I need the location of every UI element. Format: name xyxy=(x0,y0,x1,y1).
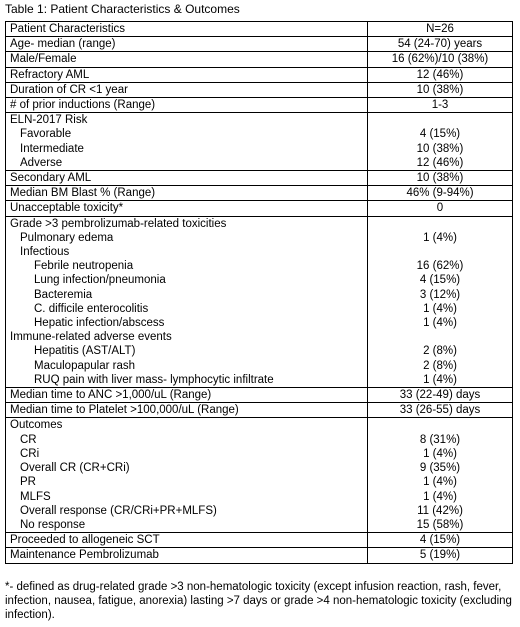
row-group-values xyxy=(368,418,513,533)
row-value: 12 (46%) xyxy=(416,68,464,81)
row-value: 1 (4%) xyxy=(423,476,457,489)
row-group-values xyxy=(368,37,513,52)
table-row-group xyxy=(6,418,513,533)
row-label: Unacceptable toxicity* xyxy=(10,202,124,215)
row-label: Adverse xyxy=(20,156,63,169)
row-label: Duration of CR <1 year xyxy=(10,83,128,96)
row-label: Median time to Platelet >100,000/uL (Range) xyxy=(10,404,239,417)
table-row-group xyxy=(6,82,513,97)
table-row-group xyxy=(6,113,513,171)
row-value: 46% (9-94%) xyxy=(406,187,474,200)
row-label: Hepatic infection/abscess xyxy=(34,317,165,330)
table-row-group xyxy=(6,548,513,563)
header-value: N=26 xyxy=(368,22,513,37)
row-value: 1 (4%) xyxy=(423,490,457,503)
row-label: Age- median (range) xyxy=(10,38,116,51)
row-label: CRi xyxy=(20,447,40,460)
row-label: Pulmonary edema xyxy=(20,231,114,244)
row-label: Overall CR (CR+CRi) xyxy=(20,462,130,475)
row-label: Outcomes xyxy=(10,419,63,432)
row-label: C. difficile enterocolitis xyxy=(34,302,149,315)
row-label: RUQ pain with liver mass- lymphocytic infiltrate xyxy=(34,373,274,386)
table-row-group xyxy=(6,37,513,52)
row-label: Proceeded to allogeneic SCT xyxy=(10,534,160,547)
table-row-group xyxy=(6,171,513,186)
table-row-group xyxy=(6,67,513,82)
row-value: 0 xyxy=(436,202,444,215)
row-group-labels xyxy=(6,113,368,171)
table-row-group xyxy=(6,201,513,216)
row-group-values xyxy=(368,388,513,403)
table-row-group xyxy=(6,403,513,418)
row-label: Median BM Blast % (Range) xyxy=(10,187,156,200)
row-label: Hepatitis (AST/ALT) xyxy=(34,345,136,358)
row-label: Male/Female xyxy=(10,53,77,66)
row-value: 12 (46%) xyxy=(416,156,464,169)
row-value xyxy=(372,113,508,127)
table-row-group xyxy=(6,186,513,201)
row-value: 15 (58%) xyxy=(416,518,464,531)
row-group-labels xyxy=(6,403,368,418)
row-group-values xyxy=(368,52,513,67)
row-value: 1 (4%) xyxy=(423,231,457,244)
row-value: 10 (38%) xyxy=(416,83,464,96)
row-label: Intermediate xyxy=(20,142,84,155)
row-label: Refractory AML xyxy=(10,68,90,81)
row-group-values xyxy=(368,98,513,113)
table-row-group xyxy=(6,533,513,548)
row-group-labels xyxy=(6,67,368,82)
row-label: PR xyxy=(20,476,36,489)
row-label: Febrile neutropenia xyxy=(34,260,134,273)
row-group-labels xyxy=(6,37,368,52)
row-value xyxy=(372,217,508,231)
row-value: 4 (15%) xyxy=(419,128,461,141)
row-label: Bacteremia xyxy=(34,288,93,301)
row-group-values xyxy=(368,171,513,186)
row-value: 1 (4%) xyxy=(423,302,457,315)
row-value: 1-3 xyxy=(431,99,449,112)
row-group-labels xyxy=(6,418,368,533)
row-group-labels xyxy=(6,186,368,201)
row-value: 16 (62%) xyxy=(416,260,464,273)
header-label: Patient Characteristics xyxy=(6,22,368,37)
row-label: Infectious xyxy=(20,246,70,259)
row-value xyxy=(372,418,508,432)
row-label: Favorable xyxy=(20,128,72,141)
table-row-group xyxy=(6,98,513,113)
patient-characteristics-table xyxy=(5,21,513,564)
row-group-labels xyxy=(6,98,368,113)
row-group-labels xyxy=(6,388,368,403)
row-label: CR xyxy=(20,433,37,446)
row-group-values xyxy=(368,186,513,201)
row-value: 4 (15%) xyxy=(419,274,461,287)
row-value: 3 (12%) xyxy=(419,288,461,301)
row-group-values xyxy=(368,201,513,216)
row-label: Overall response (CR/CRi+PR+MLFS) xyxy=(20,504,217,517)
row-value xyxy=(372,330,508,344)
row-value xyxy=(372,245,508,259)
row-group-labels xyxy=(6,171,368,186)
row-label: Grade >3 pembrolizumab-related toxicities xyxy=(10,217,227,230)
row-label: Lung infection/pneumonia xyxy=(34,274,166,287)
table-caption: Table 1: Patient Characteristics & Outcomes xyxy=(5,2,240,16)
table-row-group xyxy=(6,52,513,67)
table-footnote: *- defined as drug-related grade >3 non-hematologic toxicity (except infusion reaction, rash, fever, infection, nausea, fatigue, anorexia) lasting >7 days or grade >4 non-hematologic toxicity (excluding infection). xyxy=(5,581,512,621)
row-label: Secondary AML xyxy=(10,172,92,185)
row-value: 16 (62%)/10 (38%) xyxy=(391,53,489,66)
row-group-values xyxy=(368,533,513,548)
row-label: Median time to ANC >1,000/uL (Range) xyxy=(10,389,212,402)
row-value: 10 (38%) xyxy=(416,142,464,155)
row-value: 33 (22-49) days xyxy=(399,389,481,402)
row-value: 10 (38%) xyxy=(416,172,464,185)
row-group-labels xyxy=(6,548,368,563)
row-value: 8 (31%) xyxy=(419,433,461,446)
row-value: 2 (8%) xyxy=(423,345,457,358)
row-value: 9 (35%) xyxy=(419,462,461,475)
row-group-values xyxy=(368,548,513,563)
row-group-labels xyxy=(6,216,368,387)
row-group-labels xyxy=(6,82,368,97)
row-label: No response xyxy=(20,518,86,531)
row-label: Maculopapular rash xyxy=(34,359,136,372)
table-row-group xyxy=(6,216,513,387)
row-group-labels xyxy=(6,201,368,216)
row-group-labels xyxy=(6,533,368,548)
table-body xyxy=(6,22,513,564)
row-group-values xyxy=(368,113,513,171)
row-value: 1 (4%) xyxy=(423,317,457,330)
row-group-values xyxy=(368,403,513,418)
row-label: Immune-related adverse events xyxy=(10,331,172,344)
row-label: MLFS xyxy=(20,490,51,503)
row-value: 54 (24-70) years xyxy=(397,38,483,51)
row-value: 1 (4%) xyxy=(423,447,457,460)
table-header-row xyxy=(6,22,513,37)
row-value: 2 (8%) xyxy=(423,359,457,372)
row-value: 33 (26-55) days xyxy=(399,404,481,417)
table-row-group xyxy=(6,388,513,403)
row-label: ELN-2017 Risk xyxy=(10,114,88,127)
row-value: 4 (15%) xyxy=(419,534,461,547)
row-value: 5 (19%) xyxy=(419,549,461,562)
row-group-values xyxy=(368,82,513,97)
row-label: Maintenance Pembrolizumab xyxy=(10,549,159,562)
row-label: # of prior inductions (Range) xyxy=(10,99,156,112)
row-group-labels xyxy=(6,52,368,67)
row-group-values xyxy=(368,216,513,387)
row-group-values xyxy=(368,67,513,82)
row-value: 11 (42%) xyxy=(417,504,463,517)
row-value: 1 (4%) xyxy=(423,373,457,386)
